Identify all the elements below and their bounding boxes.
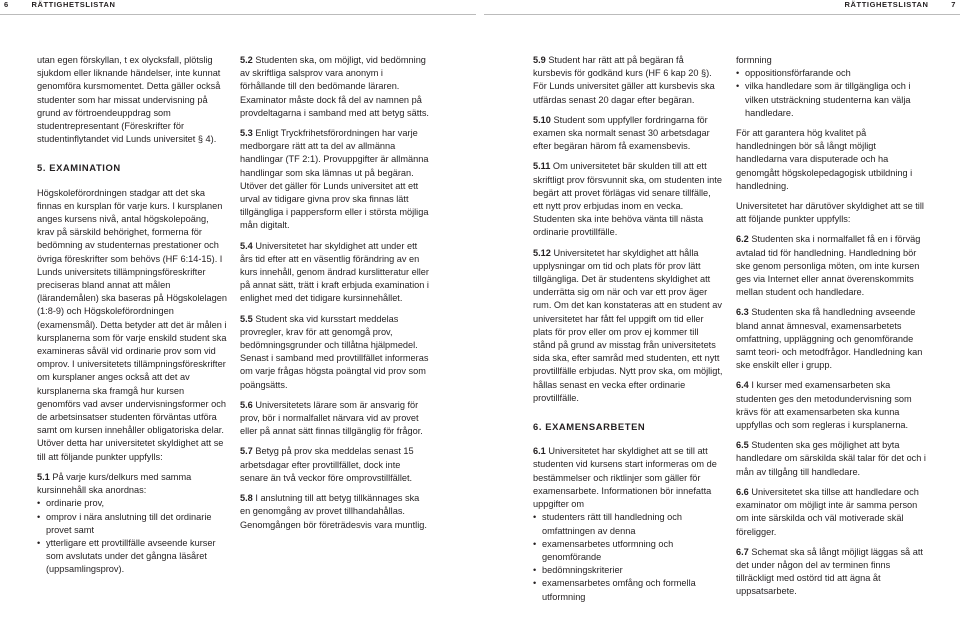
item-text: Universitetet har skyldighet att se till att studenten vid kursens start informeras om de bestämmelser och riktlinjer som gäller för examensarbete. Informationen bör innefatta uppgifter om — [533, 446, 717, 510]
numbered-item-6-2 — [736, 233, 926, 299]
paragraph: För att garantera hög kvalitet på handledningen bör så långt möjligt handledarna vara disputerade och ha genomgått högskolepedagogisk utbildning i handledning. — [736, 128, 913, 191]
numbered-item-6-5 — [736, 439, 926, 479]
bullet-list — [736, 67, 926, 120]
paragraph: Universitetet har därutöver skyldighet att se till att följande punkter uppfylls: — [736, 201, 924, 225]
list-item: • examensarbetes omfång och formella utformning — [533, 577, 723, 603]
item-number: 6.3 — [736, 307, 749, 318]
item-text: Universitetet har skyldighet att under ett års tid efter att en väsentlig förändring av en kurs innehåll, genom ändrad kurslitteratur eller på annat sätt, trätt i kraft erbjuda examination i enlighet med det tidigare kursinnehållet. — [240, 240, 429, 304]
item-number: 5.6 — [240, 399, 253, 410]
list-item: • oppositionsförfarande och — [736, 67, 926, 80]
bullet-list — [37, 497, 227, 576]
section-heading-examination: 5. EXAMINATION — [37, 162, 121, 174]
item-text: Studenten ska få handledning avseende bland annat ämnesval, examensarbetets omfattning, uppläggning och genomförande samt teori- och metodfrågor. Handledning kan ske enskilt eller i grupp. — [736, 307, 923, 371]
numbered-item-5-6 — [240, 399, 430, 439]
item-number: 6.2 — [736, 234, 749, 245]
numbered-item-5-2 — [240, 54, 430, 120]
item-number: 6.1 — [533, 446, 546, 457]
numbered-item-6-1 — [533, 445, 723, 511]
item-number: 5.2 — [240, 55, 253, 65]
item-text: Studenten ska, om möjligt, vid bedömning av skriftliga salsprov vara anonym i förhållande till den bedömande läraren. Examinator måste dock få del av namnen på provdeltagarna i samband med att betyg sätts. — [240, 55, 429, 118]
column-3 — [533, 54, 723, 611]
paragraph: Högskoleförordningen stadgar att det ska finnas en kursplan för varje kurs. I kursplanen anges kursens nivå, antal högskolepoäng, krav på särskild behörighet, formerna för bedömning av studenternas prestationer och övriga föreskrifter som behövs (HF 6:14-15). I Lunds universitets tillämpningsföreskrifter preciseras bland annat att målen (lärandemålen) ska baseras på Högskolelagen (1:8-9) och Högskoleförordningen (examensmål). Detta betyder att det är målen i kursplanerna som för varje enskild student ska examineras såväl vid ordinarie prov som vid omprov. I universitetets tillämpningsföreskrifter om kursplaner anges också att det av kursplanerna ska framgå hur kursen genomförs vad avser undervisningsformer och de arbetsinsatser studenten förväntas utföra samt om kursen innehåller obligatoriska delar. — [37, 187, 227, 436]
item-text: Om universitetet bär skulden till att ett skriftligt prov försvunnit ska, om studenten inte begärt att provet förlägas vid senare tillfälle, ett nytt prov erbjudas inom en vecka. Studenten ska inte behöva vänta till nästa ordinarie provtillfälle. — [533, 161, 722, 238]
paragraph: Utöver detta har universitetet skyldighet att se till att följande punkter uppfylls: — [37, 438, 224, 462]
item-number: 6.5 — [736, 440, 749, 451]
numbered-item-6-4 — [736, 379, 926, 432]
item-text: Universitetet har skyldighet att hålla upplysningar om tid och plats för prov lätt tillgängliga. Det är studentens skyldighet att underrätta sig om när och var ett prov äger rum. Om det kan konstateras att en student av universitetet har fått fel uppgift om tid eller plats för prov eller om prov ej kommer till stånd på grund av misstag från universitetets sida ska, efter samråd med studenten, ett nytt provtillfälle erbjudas. Nytt prov ska, om möjligt, hållas senast en vecka efter ordinarie provtillfälle. — [533, 247, 723, 403]
item-number: 5.12 — [533, 247, 551, 258]
numbered-item-5-5 — [240, 313, 430, 392]
numbered-item-5-9 — [533, 54, 723, 107]
item-number: 5.10 — [533, 114, 551, 125]
item-text: I anslutning till att betyg tillkännages ska en genomgång av provet tillhandahållas. Genomgången bör företrädesvis vara muntlig. — [240, 493, 427, 530]
page-number-right: 7 — [951, 0, 956, 9]
item-number: 5.4 — [240, 240, 253, 251]
numbered-item-6-3 — [736, 306, 926, 372]
item-number: 5.1 — [37, 471, 50, 482]
item-number: 5.5 — [240, 313, 253, 324]
numbered-item-5-10 — [533, 114, 723, 154]
header-rule-right — [484, 14, 960, 15]
numbered-item-5-7 — [240, 445, 430, 485]
column-2 — [240, 54, 430, 539]
list-item: • bedömningskriterier — [533, 564, 723, 577]
numbered-item-5-12 — [533, 247, 723, 405]
item-number: 6.4 — [736, 380, 749, 391]
item-text: Student som uppfyller fordringarna för examen ska normalt senast 30 arbetsdagar efter begäran härom få examensbevis. — [533, 114, 710, 152]
item-text: Universitetets lärare som är ansvarig för prov, bör i normalfallet närvara vid av provet eller på annat sätt finnas tillgänglig för frågor. — [240, 399, 423, 437]
numbered-item-5-8 — [240, 492, 430, 532]
item-number: 5.7 — [240, 446, 253, 457]
item-text: Universitetet ska tillse att handledare och examinator om möjligt inte är samma person om inte särskilda och väl motiverade skäl föreligger. — [736, 486, 919, 537]
list-item: • examensarbetes utformning och genomförande — [533, 538, 723, 564]
item-number: 5.8 — [240, 493, 253, 504]
numbered-item-6-7 — [736, 546, 926, 599]
bullet-list — [533, 511, 723, 603]
item-number: 5.3 — [240, 128, 253, 139]
list-item: • vilka handledare som är tillgängliga och i vilken utsträckning studenterna kan välja handledare. — [736, 80, 926, 120]
numbered-item-5-1 — [37, 471, 227, 497]
page-header-left — [4, 0, 116, 14]
item-text: Student ska vid kursstart meddelas provregler, krav för att genomgå prov, bedömningsgrunder och tillåtna hjälpmedel. Senast i samband med provtillfället informeras om varje frågas högsta poängtal vid prov som poängsätts. — [240, 313, 429, 390]
section-heading-examensarbeten: 6. EXAMENSARBETEN — [533, 421, 646, 433]
numbered-item-6-6 — [736, 486, 926, 539]
item-number: 5.9 — [533, 55, 546, 65]
item-text: Studenten ska i normalfallet få en i förväg avtalad tid för handledning. Handledning bör ske genom personliga möten, om inte kursen ges via Internet eller annat överenskommits mellan student och handledare. — [736, 234, 921, 298]
numbered-item-5-11 — [533, 160, 723, 239]
list-item: • ytterligare ett provtillfälle avseende kurser som avslutats under det gångna läsåret (uppsamlingsprov). — [37, 537, 227, 577]
list-item: • studenters rätt till handledning och omfattningen av denna — [533, 511, 723, 537]
column-4 — [736, 54, 926, 606]
numbered-item-5-3 — [240, 127, 430, 233]
item-number: 5.11 — [533, 161, 551, 172]
item-text: I kurser med examensarbeten ska studenten ges den metodundervisning som krävs för att examensarbeten ska kunna uppfyllas och som regleras i kursplanerna. — [736, 380, 912, 431]
item-text: Studenten ska ges möjlighet att byta handledare om särskilda skäl talar för det och i mån av tillgång till handledare. — [736, 440, 926, 477]
item-number: 6.6 — [736, 486, 749, 497]
page-header-right — [844, 0, 956, 14]
page-number-left: 6 — [4, 0, 9, 9]
item-number: 6.7 — [736, 546, 749, 557]
running-title-left: RÄTTIGHETSLISTAN — [31, 0, 116, 9]
paragraph: utan egen förskyllan, t ex olycksfall, plötslig sjukdom eller liknande händelser, inte kunnat genomföra kursmomentet. Detta gäller också studenter som har missat undervisning på grund av förtroendeuppdrag som studentrepresentant (Föreskrifter för studentinflytandet vid Lunds universitet § 4). — [37, 55, 221, 145]
item-text: Enligt Tryckfrihetsförordningen har varje medborgare rätt att ta del av allmänna handlingar (TF 2:1). Provuppgifter är allmänna handlingar som ska lämnas ut på begäran. Utöver det gäller för Lunds universitet att ett urval av tidigare givna prov ska finnas lätt tillgängliga i pappersform eller i största möjliga mån digitalt. — [240, 128, 429, 231]
item-text: Betyg på prov ska meddelas senast 15 arbetsdagar efter provtillfället, dock inte senare än två veckor före omprovstillfället. — [240, 446, 414, 483]
item-text: På varje kurs/delkurs med samma kursinnehåll ska anordnas: — [37, 471, 192, 496]
item-text: Student har rätt att på begäran få kursbevis för godkänd kurs (HF 6 kap 20 §). För Lunds universitet gäller att kursbevis ska utfärdas senast 20 dagar efter begäran. — [533, 55, 715, 105]
list-item: • omprov i nära anslutning till det ordinarie provet samt — [37, 511, 227, 537]
numbered-item-5-4 — [240, 240, 430, 306]
running-title-right: RÄTTIGHETSLISTAN — [844, 0, 929, 9]
item-text: Schemat ska så långt möjligt läggas så att det under någon del av terminen finns tillräckligt med ostörd tid att ägna åt uppsatsarbete. — [736, 546, 923, 597]
column-1 — [37, 54, 227, 584]
header-rule-left — [0, 14, 476, 15]
list-item: • ordinarie prov, — [37, 497, 227, 510]
continuation-text: formning — [736, 55, 772, 65]
